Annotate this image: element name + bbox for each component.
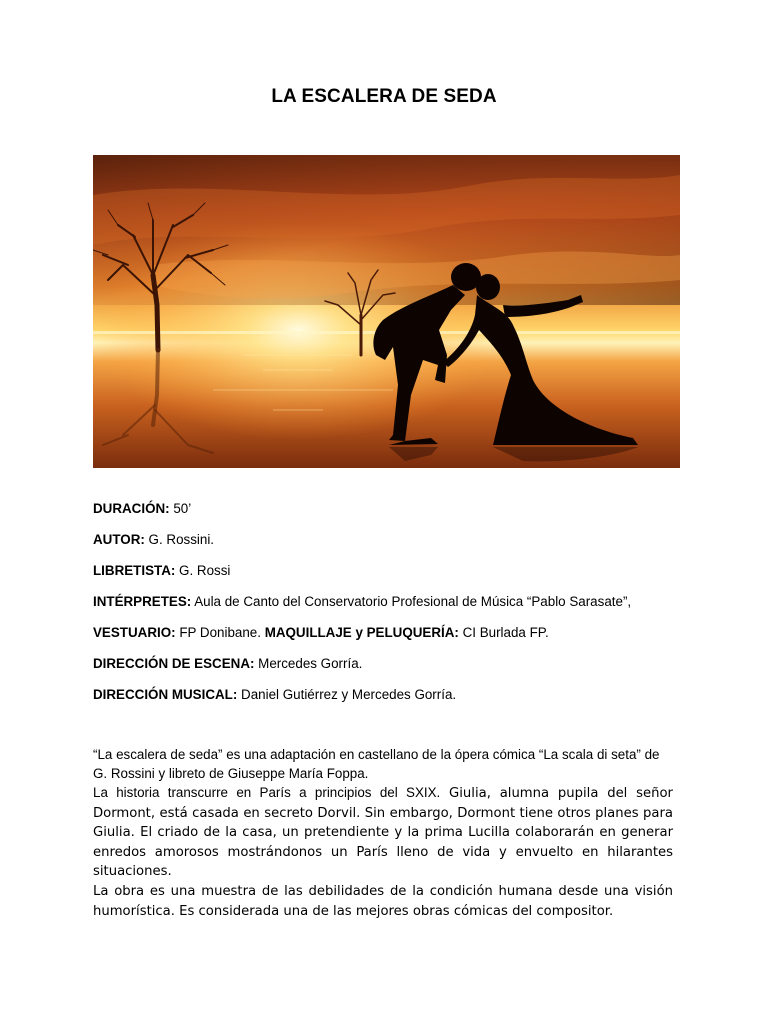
credit-label: LIBRETISTA: <box>93 563 176 578</box>
synopsis-intro: “La escalera de seda” es una adaptación en castellano de la ópera cómica “La scala di seta” de G. Rossini y libreto de Giuseppe María Foppa. <box>93 747 660 781</box>
synopsis <box>93 745 673 921</box>
credits-list <box>93 500 693 717</box>
credit-value: Aula de Canto del Conservatorio Profesional de Música “Pablo Sarasate”, <box>191 594 632 609</box>
credit-value: CI Burlada FP. <box>458 625 549 640</box>
credit-librettist <box>93 562 693 593</box>
credit-label: MAQUILLAJE y PELUQUERÍA: <box>264 625 459 640</box>
synopsis-story <box>93 783 673 882</box>
credit-value: FP Donibane. <box>175 625 265 640</box>
credit-stage-direction <box>93 655 693 686</box>
credit-value: G. Rossi <box>175 563 231 578</box>
credit-musical-direction <box>93 686 693 717</box>
credit-label: DIRECCIÓN DE ESCENA: <box>93 656 255 671</box>
credit-value: Daniel Gutiérrez y Mercedes Gorría. <box>237 687 457 702</box>
synopsis-closing: La obra es una muestra de las debilidades de la condición humana desde una visión humorística. Es considerada una de las mejores obras cómicas del compositor. <box>93 883 673 919</box>
synopsis-story-body: Giulia, alumna pupila del señor Dormont, está casada en secreto Dorvil. Sin embargo, Dormont tiene otros planes para Giulia. El criado de la casa, un pretendiente y la prima Lucilla colaborarán en generar enredos amorosos mostrándonos un París lleno de vida y envuelto en hilarantes situaciones. <box>93 786 673 880</box>
credit-label: VESTUARIO: <box>93 625 176 640</box>
credit-label: DURACIÓN: <box>93 501 170 516</box>
credit-value: Mercedes Gorría. <box>254 656 363 671</box>
credit-performers <box>93 593 693 624</box>
credit-duration <box>93 500 693 531</box>
credit-costumes-makeup <box>93 624 693 655</box>
credit-value: 50’ <box>169 501 192 516</box>
synopsis-story-lead: La historia transcurre en París a principios del SXIX. <box>93 785 441 800</box>
document-title: LA ESCALERA DE SEDA <box>271 86 497 107</box>
cover-photo <box>93 155 680 468</box>
credit-value: G. Rossini. <box>144 532 215 547</box>
credit-label: AUTOR: <box>93 532 145 547</box>
credit-author <box>93 531 693 562</box>
credit-label: INTÉRPRETES: <box>93 594 192 609</box>
credit-label: DIRECCIÓN MUSICAL: <box>93 687 238 702</box>
